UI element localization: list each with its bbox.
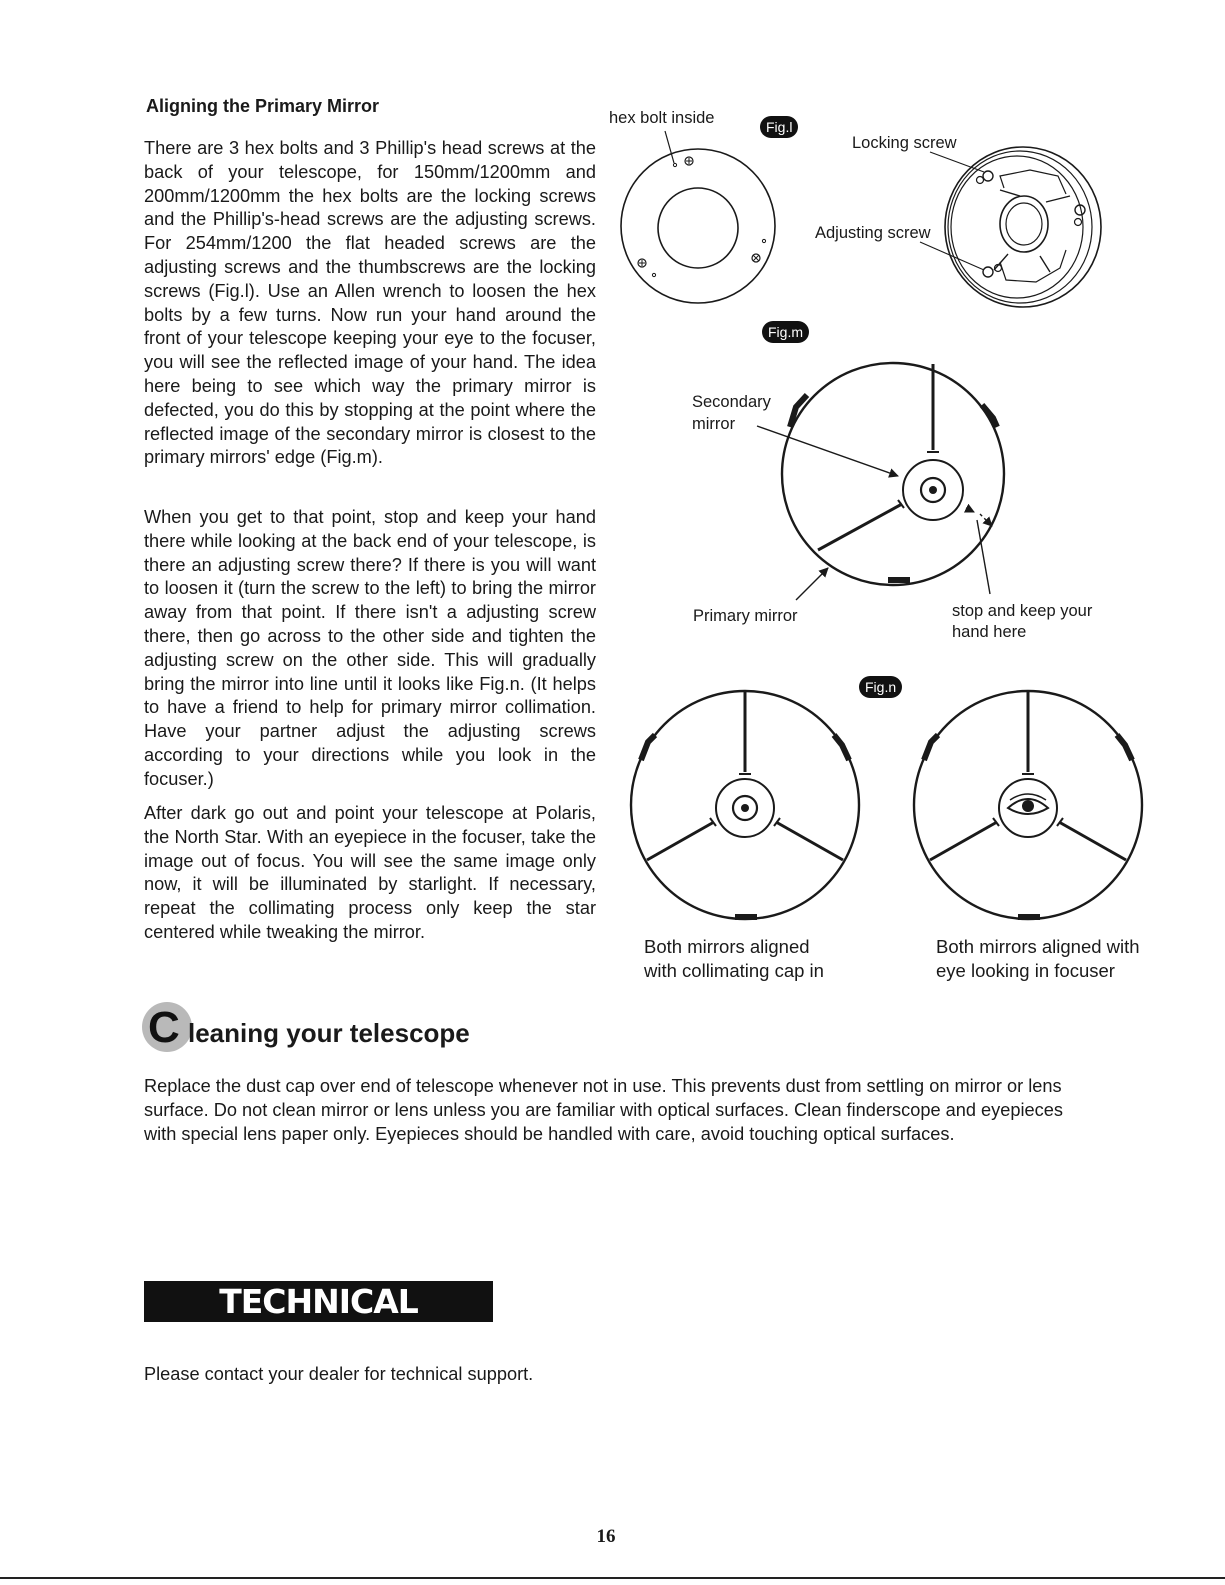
fig-m-mirror-view: [757, 363, 1004, 600]
fig-n-badge: Fig.n: [859, 676, 902, 698]
paragraph-intro: There are 3 hex bolts and 3 Phillip's head screws at the back of your telescope, for 150mm/1200mm and 200mm/1200mm the hex bolts are the locking screws and the Phillip's-head screws are the adjusting screws. For 254mm/1200 the flat headed screws are the adjusting screws and the thumbscrews are the locking screws (Fig.l). Use an Allen wrench to loosen the hex bolts by a few turns. Now run your hand around the front of your telescope keeping your eye to the focuser, you will see the reflected image of your hand. The idea here being to see which way the primary mirror is defected, you do this by stopping at the point where the reflected image of the secondary mirror is closest to the primary mirrors' edge (Fig.m).: [144, 138, 596, 468]
secondary-mirror-label-line1: Secondary: [692, 393, 771, 411]
fig-n-left-view: [631, 691, 859, 919]
heading-rest: leaning your telescope: [188, 1018, 470, 1048]
fig-l-back-plate: [621, 131, 775, 303]
heading-initial: C: [148, 1003, 180, 1052]
fig-l-mirror-cell: [920, 147, 1101, 307]
adjusting-screw-label: Adjusting screw: [815, 224, 931, 242]
cleaning-paragraph: Replace the dust cap over end of telescope whenever not in use. This prevents dust from settling on mirror or lens surface. Do not clean mirror or lens unless you are familiar with optical surfaces. Clean finderscope and eyepieces with special lens paper only. Eyepieces should be handled with care, avoid touching optical surfaces.: [144, 1076, 1063, 1144]
primary-mirror-label: Primary mirror: [693, 607, 798, 625]
fig-l-badge: Fig.l: [760, 116, 798, 138]
bottom-rule: [0, 1577, 1225, 1579]
page-number: 16: [596, 1526, 616, 1547]
locking-screw-label: Locking screw: [852, 134, 957, 152]
fig-m-badge: Fig.m: [762, 321, 809, 343]
fig-n-right-caption-line1: Both mirrors aligned with: [936, 936, 1140, 957]
paragraph-adjust: When you get to that point, stop and keep your hand there while looking at the back end of your telescope, is there an adjusting screw there? If there is you will want to loosen it (turn the screw to the left) to bring the mirror away from that point. If there isn't a adjusting screw there, then go across to the other side and tighten the adjusting screw on the other side. This will gradually bring the mirror into line until it looks like Fig.n. (It helps to have a friend to help for primary mirror collimation. Have your partner adjust the adjusting screws according to your directions while you look in the focuser.): [144, 507, 596, 789]
tech-support-text: Please contact your dealer for technical support.: [144, 1364, 534, 1384]
tech-support-banner: TECHNICAL SUPPORT: [144, 1281, 493, 1322]
fig-n-left-caption-line1: Both mirrors aligned: [644, 936, 810, 957]
section-title: Aligning the Primary Mirror: [146, 96, 380, 116]
fig-n-right-view: [914, 691, 1142, 919]
fig-n-left-caption-line2: with collimating cap in: [644, 960, 824, 981]
stop-hand-label-line1: stop and keep your: [952, 602, 1093, 620]
hex-bolt-label: hex bolt inside: [609, 109, 715, 127]
paragraph-polaris: After dark go out and point your telescope at Polaris, the North Star. With an eyepiece in the focuser, take the image out of focus. You will see the same image only now, it will be illuminated by starlight. If necessary, repeat the collimating process only keep the star centered while tweaking the mirror.: [144, 803, 596, 942]
stop-hand-label-line2: hand here: [952, 623, 1027, 641]
fig-n-right-caption-line2: eye looking in focuser: [936, 960, 1115, 981]
secondary-mirror-label-line2: mirror: [692, 415, 736, 433]
